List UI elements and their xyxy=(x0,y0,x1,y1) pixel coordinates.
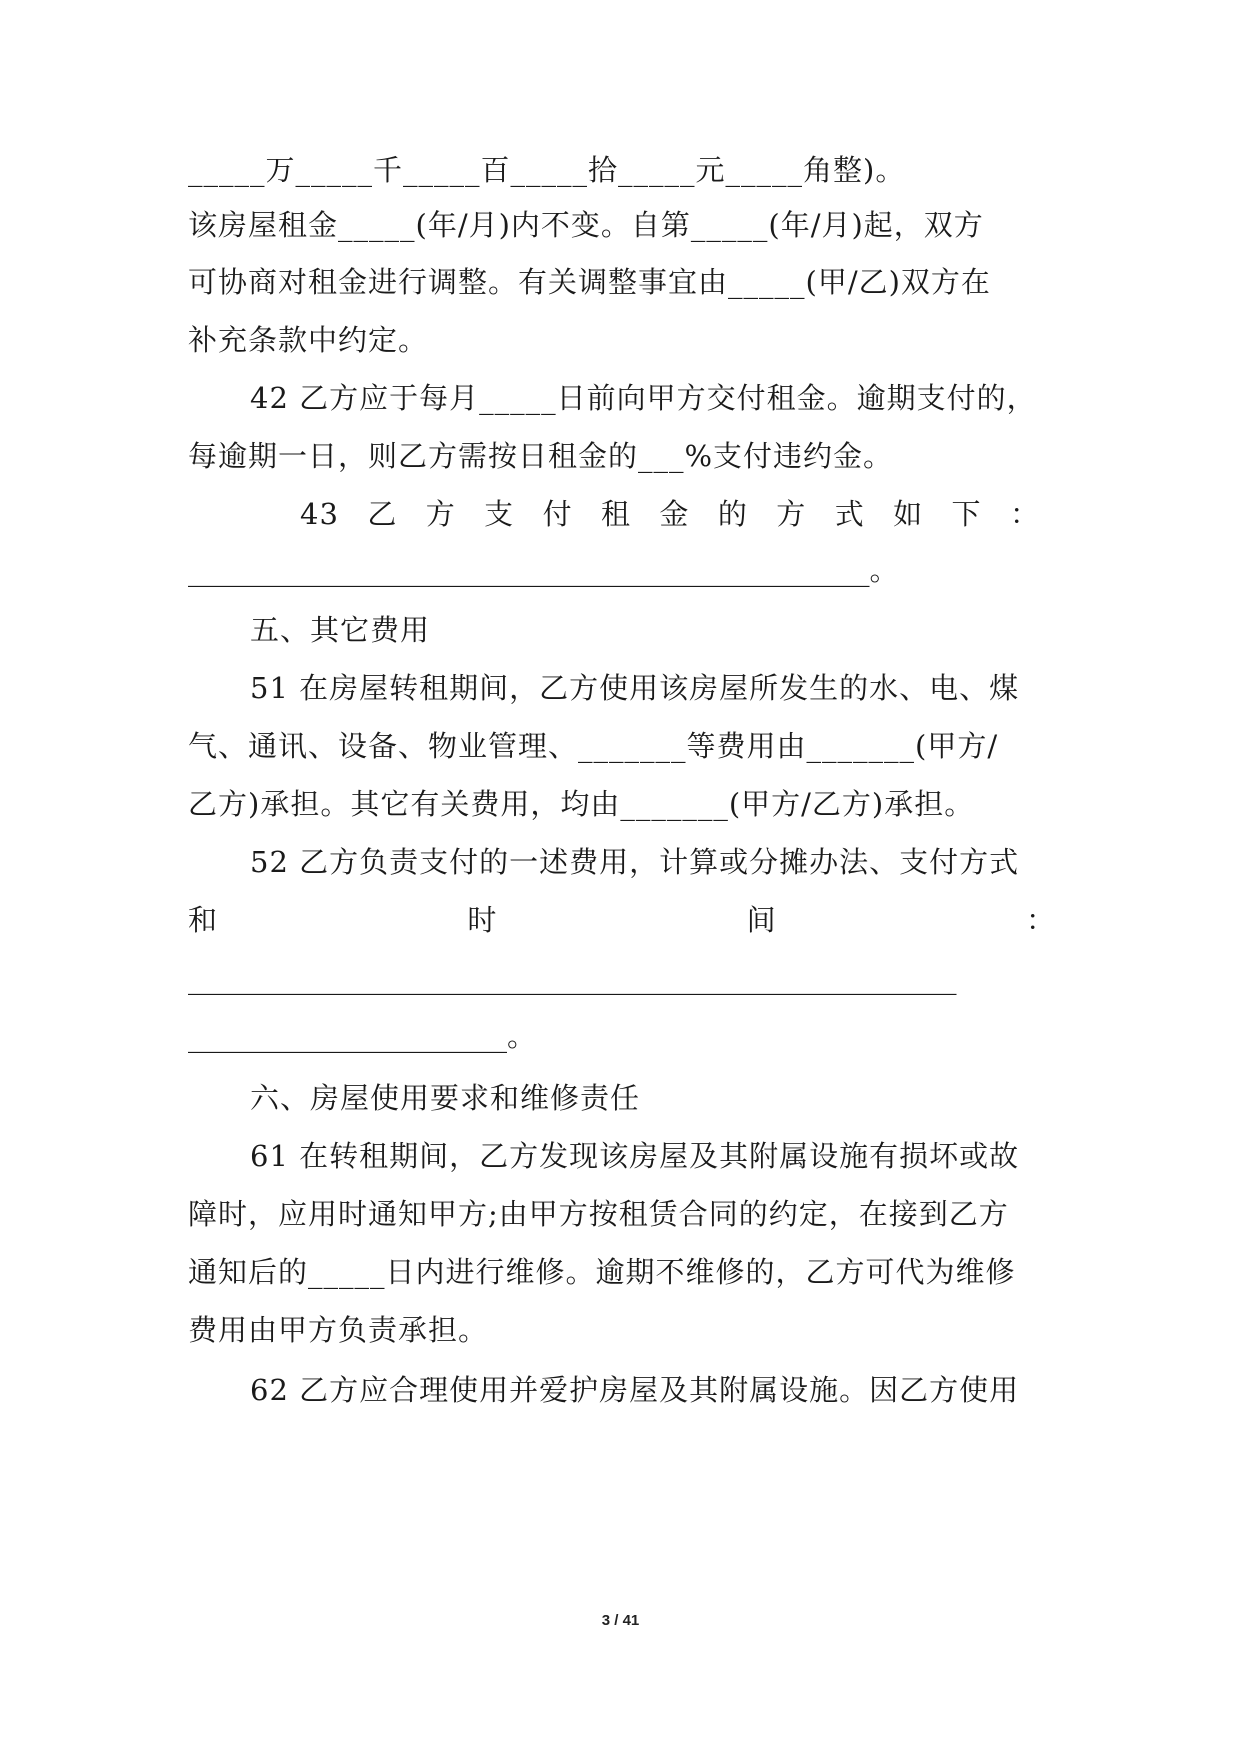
blank-line: _______________________________________________。 xyxy=(188,553,899,587)
justified-token: 间 xyxy=(746,903,777,937)
section-heading: 五、其它费用 xyxy=(250,613,431,647)
justified-token: 下 xyxy=(951,497,982,531)
text-line: 气、通讯、设备、物业管理、_______等费用由_______(甲方/ xyxy=(188,729,999,763)
justified-token: 乙 xyxy=(367,497,398,531)
justified-token: 式 xyxy=(834,497,865,531)
clause-42-line: 42 乙方应于每月_____日前向甲方交付租金。逾期支付的， xyxy=(250,381,1037,415)
justified-token: 43 xyxy=(300,497,339,531)
clause-61-line: 61 在转租期间，乙方发现该房屋及其附属设施有损坏或故 xyxy=(250,1139,1020,1173)
justified-token: ： xyxy=(1009,497,1040,531)
page-number: 3 / 41 xyxy=(601,1612,640,1629)
text-line: 每逾期一日，则乙方需按日租金的___%支付违约金。 xyxy=(188,439,894,473)
text-line: _____万_____千_____百_____拾_____元_____角整)。 xyxy=(188,153,906,187)
justified-token: 金 xyxy=(659,497,690,531)
justified-token: 租 xyxy=(601,497,632,531)
justified-token: 方 xyxy=(776,497,807,531)
justified-token: 如 xyxy=(893,497,924,531)
text-line: 通知后的_____日内进行维修。逾期不维修的，乙方可代为维修 xyxy=(188,1255,1016,1289)
justified-token: 付 xyxy=(542,497,573,531)
justified-line xyxy=(188,900,1056,940)
blank-line: _____________________________________________________ xyxy=(188,961,957,995)
text-line: 补充条款中约定。 xyxy=(188,323,429,357)
text-line: 该房屋租金_____(年/月)内不变。自第_____(年/月)起，双方 xyxy=(188,208,984,242)
blank-line: ______________________。 xyxy=(188,1019,537,1053)
clause-62-line: 62 乙方应合理使用并爱护房屋及其附属设施。因乙方使用 xyxy=(250,1373,1020,1407)
justified-token: ： xyxy=(1025,903,1056,937)
text-line: 障时，应用时通知甲方;由甲方按租赁合同的约定，在接到乙方 xyxy=(188,1197,1009,1231)
justified-token: 方 xyxy=(425,497,456,531)
justified-token: 时 xyxy=(467,903,498,937)
justified-token: 的 xyxy=(717,497,748,531)
justified-token: 和 xyxy=(188,903,219,937)
text-line: 乙方)承担。其它有关费用，均由_______(甲方/乙方)承担。 xyxy=(188,787,975,821)
text-line: 费用由甲方负责承担。 xyxy=(188,1313,489,1347)
clause-51-line: 51 在房屋转租期间，乙方使用该房屋所发生的水、电、煤 xyxy=(250,671,1020,705)
section-heading: 六、房屋使用要求和维修责任 xyxy=(250,1081,641,1115)
justified-token: 支 xyxy=(484,497,515,531)
clause-52-line: 52 乙方负责支付的一述费用，计算或分摊办法、支付方式 xyxy=(250,845,1020,879)
clause-43-line xyxy=(300,494,1040,534)
text-line: 可协商对租金进行调整。有关调整事宜由_____(甲/乙)双方在 xyxy=(188,265,991,299)
